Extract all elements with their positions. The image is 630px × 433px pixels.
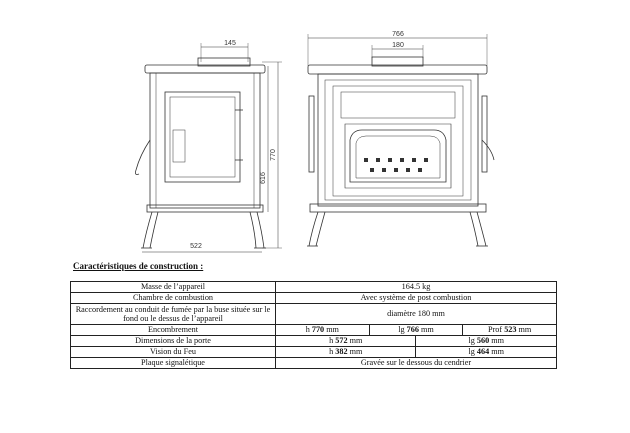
side-view [135,40,282,252]
table-row [71,336,557,347]
dim-height-total: 770 [270,149,277,161]
size-depth: Prof 523 mm [463,325,557,336]
dim-depth: 522 [190,243,202,250]
mass-value: 164.5 kg [276,282,557,293]
front-view [307,31,494,246]
chamber-label: Chambre de combustion [71,293,276,304]
fire-view-height: h 382 mm [276,347,416,358]
plate-label: Plaque signalétique [71,358,276,369]
table-row [71,293,557,304]
specifications-table [70,281,557,369]
table-row [71,304,557,325]
door-width: lg 560 mm [416,336,557,347]
dim-flue-diameter: 180 [392,42,404,49]
section-title: Caractéristiques de construction : [73,261,204,271]
fire-view-label: Vision du Feu [71,347,276,358]
fire-view-width: lg 464 mm [416,347,557,358]
chamber-value: Avec système de post combustion [276,293,557,304]
plate-value: Gravée sur le dessous du cendrier [276,358,557,369]
mass-label: Masse de l’appareil [71,282,276,293]
door-height: h 572 mm [276,336,416,347]
table-row [71,325,557,336]
connection-label: Raccordement au conduit de fumée par la buse située sur le fond ou le dessus de l’appareil [71,304,276,325]
connection-value: diamètre 180 mm [276,304,557,325]
dim-height-flue: 616 [260,172,267,184]
table-row [71,347,557,358]
size-width: lg 766 mm [369,325,463,336]
table-row [71,358,557,369]
door-label: Dimensions de la porte [71,336,276,347]
size-label: Encombrement [71,325,276,336]
dim-flue-offset: 145 [224,40,236,47]
table-row [71,282,557,293]
dim-width-total: 766 [392,31,404,38]
size-height: h 770 mm [276,325,370,336]
